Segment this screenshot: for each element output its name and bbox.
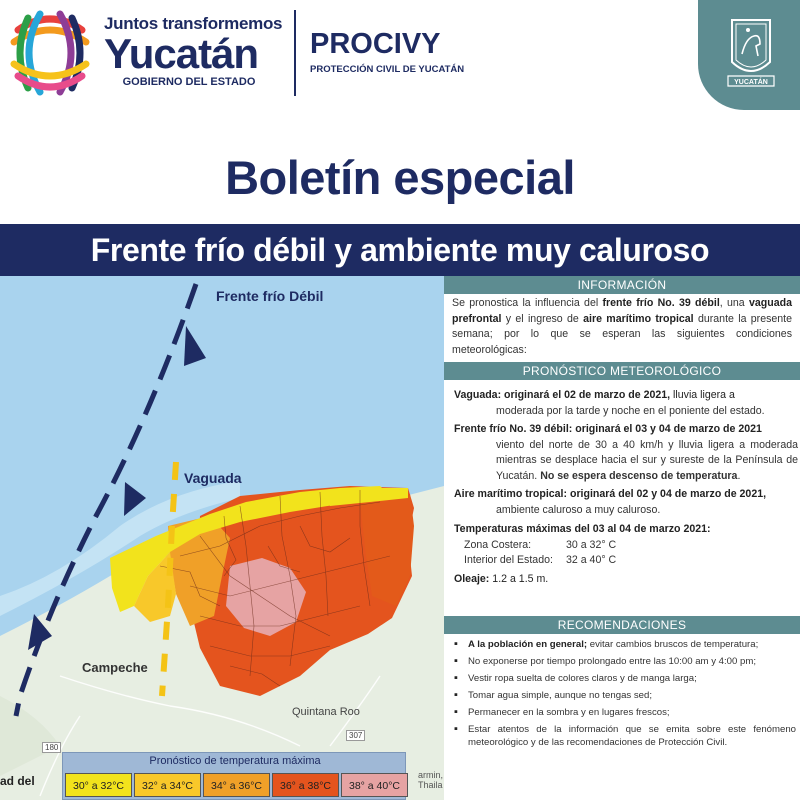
road-180-badge: 180 <box>42 742 61 753</box>
forecast-air-head: Aire marítimo tropical: originará del 02 y 04 de marzo de 2021, <box>454 488 767 500</box>
recommendation-item: ▪ Estar atentos de la información que se emita sobre este fenómeno meteorológico y de las recomendaciones de Protección Civil. <box>454 723 796 749</box>
map-attribution <box>418 770 443 790</box>
forecast-air <box>454 487 798 518</box>
info-bold-front: frente frío No. 39 débil <box>602 297 720 309</box>
map-attribution-line2: Thaila <box>418 780 443 790</box>
forecast-front-end: . <box>737 469 741 482</box>
temperature-legend <box>62 752 406 800</box>
forecast-section <box>454 388 798 587</box>
map-attribution-line1: armin, <box>418 770 444 780</box>
recommendation-item: ▪ Vestir ropa suelta de colores claros y de manga larga; <box>454 672 796 685</box>
weather-map <box>0 276 444 800</box>
temp-interior-value: 32 a 40° C <box>566 554 617 566</box>
cold-front-label: Frente frío Débil <box>216 288 324 304</box>
recommendations-heading: RECOMENDACIONES <box>444 616 800 634</box>
recommendation-item: ▪ No exponerse por tiempo prolongado entre las 10:00 am y 4:00 pm; <box>454 655 796 668</box>
legend-cell: 38° a 40°C <box>341 773 408 797</box>
legend-cell: 36° a 38°C <box>272 773 339 797</box>
recommendation-item <box>454 638 796 651</box>
quintana-roo-label: Quintana Roo <box>292 706 360 718</box>
logo-tagline: Juntos transformemos <box>104 14 283 33</box>
agency-full-name: PROTECCIÓN CIVIL DE YUCATÁN <box>310 64 465 75</box>
info-text-1: Se pronostica la influencia del <box>452 297 599 309</box>
government-logo-icon <box>8 10 92 96</box>
header <box>0 0 800 110</box>
legend-cell: 30° a 32°C <box>65 773 132 797</box>
state-seal-icon <box>726 14 776 90</box>
trough-label: Vaguada <box>184 470 242 486</box>
road-307-badge: 307 <box>346 730 365 741</box>
recommendation-first-bold: A la población en general; <box>468 639 588 650</box>
recommendation-first-rest: evitar cambios bruscos de temperatura; <box>589 639 759 650</box>
recommendation-item: ▪ Tomar agua simple, aunque no tengas sed; <box>454 689 796 702</box>
temp-coast-label: Zona Costera: <box>464 538 532 551</box>
forecast-air-body: ambiente caluroso a muy caluroso. <box>496 503 661 516</box>
temp-coast-value: 30 a 32° C <box>566 538 617 551</box>
map-graphic <box>0 276 444 800</box>
waves-label: Oleaje: <box>454 572 490 585</box>
map-edge-label: ad del <box>0 774 35 788</box>
legend-cell: 34° a 36°C <box>203 773 270 797</box>
info-paragraph <box>452 296 792 358</box>
info-panel <box>444 276 800 800</box>
forecast-trough <box>454 388 798 419</box>
temps-title: Temperaturas máximas del 03 al 04 de marzo 2021: <box>454 523 711 535</box>
temp-interior-label: Interior del Estado: <box>464 554 553 566</box>
waves-value: 1.2 a 1.5 m. <box>492 572 549 585</box>
legend-cells <box>65 773 408 797</box>
seal-label: YUCATÁN <box>734 79 768 86</box>
page-title: Boletín especial <box>225 151 575 204</box>
header-divider <box>294 10 296 96</box>
logo-government: GOBIERNO DEL ESTADO <box>122 76 256 88</box>
info-heading: INFORMACIÓN <box>444 276 800 294</box>
legend-title: Pronóstico de temperatura máxima <box>149 755 321 767</box>
temp-row-coast <box>454 538 798 554</box>
forecast-trough-first: lluvia ligera a <box>673 389 735 401</box>
waves-row <box>454 572 798 588</box>
forecast-front-bold: No se espera descenso de temperatura <box>540 469 738 482</box>
logo-wordmark <box>104 14 284 88</box>
forecast-front-body: viento del norte de 30 a 40 km/h y lluvia ligera a moderada mientras se desplace hacia el sur y sureste de la Península de Yucatán. <box>496 438 798 482</box>
temp-row-interior <box>454 553 798 569</box>
recommendation-item: ▪ Permanecer en la sombra y en lugares frescos; <box>454 706 796 719</box>
campeche-label: Campeche <box>82 660 148 675</box>
info-bold-trough: vaguada prefrontal <box>452 297 792 325</box>
info-text-4: durante la presente semana; por lo que se esperan las siguientes condiciones meteorológicas: <box>452 312 793 356</box>
info-text-3: y el ingreso de <box>505 312 579 325</box>
forecast-front-head: Frente frío No. 39 débil: originará el 03 y 04 de marzo de 2021 <box>454 423 762 435</box>
agency-name: PROCIVY <box>310 28 441 60</box>
info-text-2: , una <box>719 297 745 309</box>
forecast-front-body-wrap <box>454 438 798 485</box>
logo-name: Yucatán <box>104 30 259 77</box>
forecast-trough-body: moderada por la tarde y noche en el poniente del estado. <box>496 404 765 417</box>
forecast-heading: PRONÓSTICO METEOROLÓGICO <box>444 362 800 380</box>
forecast-trough-head: Vaguada: originará el 02 de marzo de 2021, <box>454 389 671 401</box>
recommendations-list <box>454 638 796 753</box>
legend-cell: 32° a 34°C <box>134 773 201 797</box>
seal-container <box>698 0 800 110</box>
forecast-front <box>454 422 798 484</box>
info-bold-air: aire marítimo tropical <box>583 312 694 325</box>
page-subtitle: Frente frío débil y ambiente muy caluroso <box>90 232 710 268</box>
